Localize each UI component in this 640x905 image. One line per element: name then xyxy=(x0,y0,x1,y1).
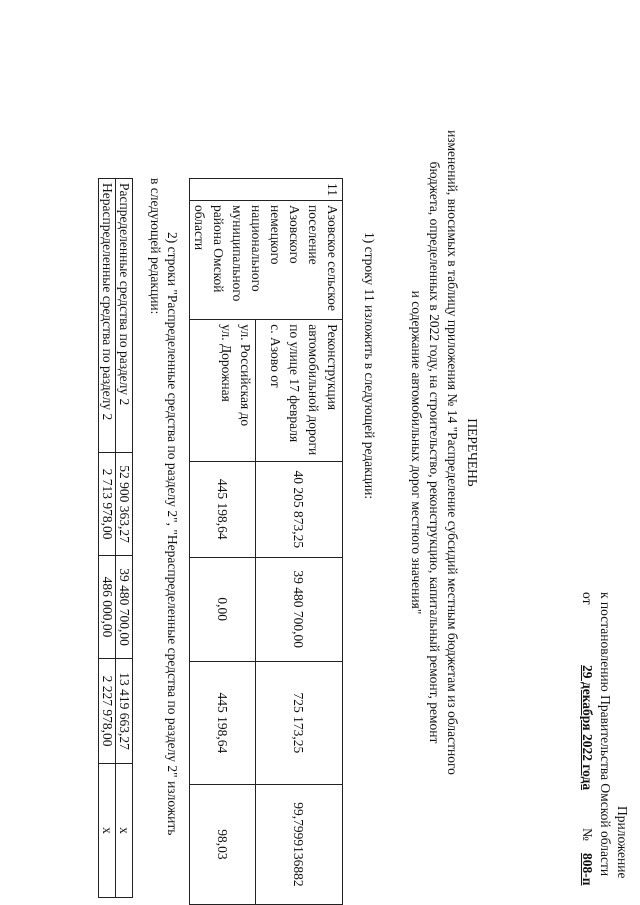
appendix-number-prefix: № xyxy=(580,828,595,841)
object-line: ул. Российская до xyxy=(237,324,253,427)
value-cell: 39 480 700,00 xyxy=(255,557,342,661)
heading-line-2: бюджета, определенных в 2022 году, на строительство, реконструкцию, капитальный ремонт, ремонт xyxy=(427,161,442,744)
appendix-date: 29 декабря 2022 года xyxy=(580,665,595,791)
appendix-number: 808-п xyxy=(580,853,595,886)
appendix-label: Приложение xyxy=(615,806,630,879)
appendix-date-prefix: от xyxy=(580,592,595,605)
row-number: 11 xyxy=(325,183,340,196)
item2-instruction-line-1: 2) строки "Распределенные средства по разделу 2", "Нераспределенные средства по разделу 2" изложить xyxy=(165,232,180,836)
municipality-line: поселение xyxy=(306,205,321,265)
value-cell: 40 205 873,25 xyxy=(255,462,342,557)
value-cell: 39 480 700,00 xyxy=(116,556,133,659)
object-line: Реконструкция xyxy=(325,324,340,411)
object-line: автомобильной дороги xyxy=(306,324,321,456)
municipality-line: Азовского xyxy=(287,205,302,264)
row-label: Нераспределенные средства по разделу 2 xyxy=(99,179,116,453)
value-cell: 99,7999136882 xyxy=(255,784,342,904)
table-row xyxy=(255,179,342,905)
table-row xyxy=(99,179,116,898)
value-cell: 2 713 978,00 xyxy=(99,453,116,556)
municipality-line: Азовское сельское xyxy=(325,205,340,312)
municipality-line: национального xyxy=(249,205,264,292)
municipality-line: муниципального xyxy=(230,205,245,302)
heading-line-1: изменений, вносимых в таблицу приложения № 14 "Распределение субсидий местным бюджетам из областного xyxy=(445,130,460,775)
item2-instruction-line-2: в следующей редакции: xyxy=(148,178,163,315)
value-cell: 445 198,64 xyxy=(190,661,256,784)
document-title: ПЕРЕЧЕНЬ xyxy=(465,418,480,487)
value-cell: 486 000,00 xyxy=(99,556,116,659)
object-cell-b xyxy=(190,320,256,462)
row-label: Распределенные средства по разделу 2 xyxy=(116,179,133,453)
row-11-table xyxy=(189,178,343,905)
value-cell: 0,00 xyxy=(190,557,256,661)
municipality-line: области xyxy=(192,205,207,251)
table-row xyxy=(116,179,133,898)
spacer xyxy=(198,324,217,457)
value-cell: 445 198,64 xyxy=(190,462,256,557)
municipality-line: района Омской xyxy=(211,205,226,293)
row-number-cell xyxy=(190,179,343,201)
value-cell: 2 227 978,00 xyxy=(99,659,116,764)
object-cell-a xyxy=(255,320,342,462)
municipality-cell xyxy=(190,201,343,320)
object-line: по улице 17 февраля xyxy=(287,324,302,443)
object-line: ул. Дорожная xyxy=(218,324,234,402)
appendix-decree-line: к постановлению Правительства Омской области xyxy=(598,592,613,877)
value-cell: 98,03 xyxy=(190,784,256,904)
value-cell: х xyxy=(99,764,116,898)
section2-totals-table xyxy=(98,178,133,898)
value-cell: 13 419 663,27 xyxy=(116,659,133,764)
municipality-line: немецкого xyxy=(268,205,283,265)
item1-instruction: 1) строку 11 изложить в следующей редакции: xyxy=(362,232,377,500)
value-cell: х xyxy=(116,764,133,898)
value-cell: 52 900 363,27 xyxy=(116,453,133,556)
heading-line-3: и содержание автомобильных дорог местного значения" xyxy=(409,290,424,615)
value-cell: 725 173,25 xyxy=(255,661,342,784)
object-line: с. Азово от xyxy=(268,324,283,388)
